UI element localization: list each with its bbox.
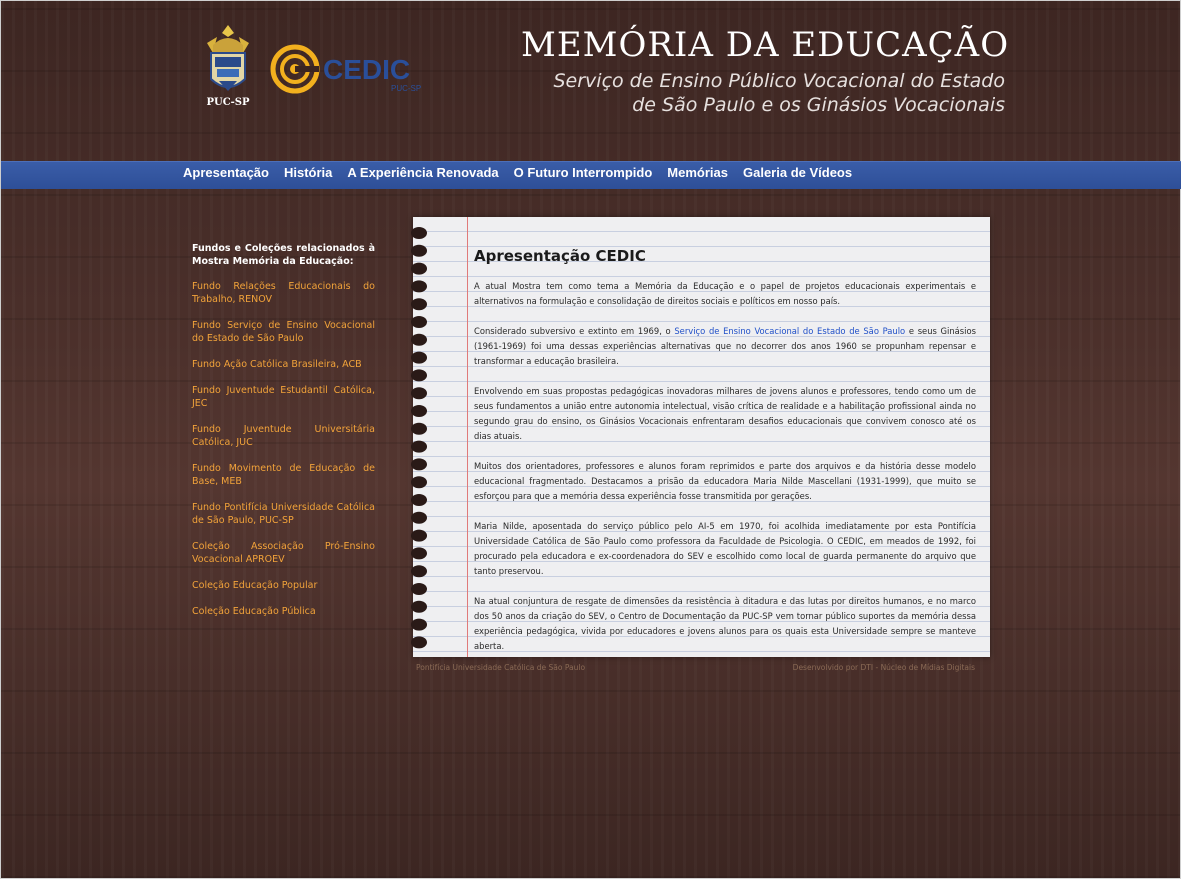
paragraph-1: A atual Mostra tem como tema a Memória da Educação e o papel de projetos educacionais experimentais e alternativos na formulação e consolidação de direitos sociais e políticos em nosso país. bbox=[474, 281, 976, 306]
sidebar-link-renov[interactable]: Fundo Relações Educacionais do Trabalho, RENOV bbox=[192, 281, 375, 305]
cedic-logo-text: CEDIC bbox=[323, 54, 411, 85]
nav-galeria-videos[interactable]: Galeria de Vídeos bbox=[743, 165, 853, 180]
binding-hole bbox=[411, 476, 427, 488]
paragraph-3: Envolvendo em suas propostas pedagógicas inovadoras milhares de jovens alunos e professores, tendo como um de seus fundamentos a união entre autonomia intelectual, visão crítica de realidade e a habilitação profissional ainda no segundo grau do ensino, os Ginásios Vocacionais enfrentaram desafios educacionais que convivem conosco até os dias atuais. bbox=[474, 386, 976, 441]
spiral-holes-decoration bbox=[409, 223, 429, 653]
paragraph-2-start: Considerado subversivo e extinto em 1969, o bbox=[474, 326, 675, 336]
binding-hole bbox=[411, 601, 427, 613]
binding-hole bbox=[411, 636, 427, 648]
binding-hole bbox=[411, 530, 427, 542]
binding-hole bbox=[411, 494, 427, 506]
site-subtitle-line1: Serviço de Ensino Público Vocacional do Estado bbox=[553, 70, 1005, 92]
sidebar-link-aproev[interactable]: Coleção Associação Pró-Ensino Vocacional APROEV bbox=[192, 541, 375, 565]
sev-link[interactable]: Serviço de Ensino Vocacional do Estado de São Paulo bbox=[674, 326, 906, 336]
binding-hole bbox=[411, 423, 427, 435]
sidebar-link-acb[interactable]: Fundo Ação Católica Brasileira, ACB bbox=[192, 359, 362, 370]
sidebar-title: Fundos e Coleções relacionados à Mostra Memória da Educação: bbox=[192, 243, 375, 267]
site-title: MEMÓRIA DA EDUCAÇÃO bbox=[521, 25, 1010, 65]
nav-apresentacao[interactable]: Apresentação bbox=[183, 165, 269, 180]
binding-hole bbox=[411, 298, 427, 310]
binding-hole bbox=[411, 227, 427, 239]
sidebar-link-educacao-publica[interactable]: Coleção Educação Pública bbox=[192, 606, 316, 617]
notebook-paper-content bbox=[413, 217, 990, 657]
paragraph-4: Muitos dos orientadores, professores e alunos foram reprimidos e parte dos arquivos e da história desse modelo educacional fragmentado. Destacamos a prisão da educadora Maria Nilde Mascellani (1931-1999), que muito se esforçou para que a memória dessa experiência fosse transmitida por gerações. bbox=[474, 461, 976, 501]
binding-hole bbox=[411, 405, 427, 417]
binding-hole bbox=[411, 387, 427, 399]
nav-memorias[interactable]: Memórias bbox=[667, 165, 728, 180]
binding-hole bbox=[411, 334, 427, 346]
footer-university: Pontifícia Universidade Católica de São Paulo bbox=[416, 663, 586, 672]
sidebar-link-puc-sp[interactable]: Fundo Pontifícia Universidade Católica de São Paulo, PUC-SP bbox=[192, 502, 375, 526]
puc-sp-label: PUC-SP bbox=[206, 97, 250, 108]
binding-hole bbox=[411, 547, 427, 559]
binding-hole bbox=[411, 441, 427, 453]
sidebar-link-educacao-popular[interactable]: Coleção Educação Popular bbox=[192, 580, 318, 591]
binding-hole bbox=[411, 512, 427, 524]
sidebar-link-jec[interactable]: Fundo Juventude Estudantil Católica, JEC bbox=[192, 385, 375, 409]
binding-hole bbox=[411, 245, 427, 257]
nav-experiencia-renovada[interactable]: A Experiência Renovada bbox=[347, 165, 499, 180]
binding-hole bbox=[411, 369, 427, 381]
sidebar-link-juc[interactable]: Fundo Juventude Universitária Católica, JUC bbox=[192, 424, 375, 448]
footer-developer: Desenvolvido por DTI - Núcleo de Mídias Digitais bbox=[792, 663, 975, 672]
nav-historia[interactable]: História bbox=[283, 165, 333, 180]
binding-hole bbox=[411, 316, 427, 328]
main-navigation bbox=[1, 161, 1181, 189]
cedic-logo[interactable] bbox=[269, 41, 429, 97]
sidebar-link-sev[interactable]: Fundo Serviço de Ensino Vocacional do Estado de São Paulo bbox=[192, 320, 375, 344]
paragraph-5: Maria Nilde, aposentada do serviço público pelo AI-5 em 1970, foi acolhida imediatamente por esta Pontifícia Universidade Católica de São Paulo como professora da Faculdade de Psicologia. O CEDIC, em meados de 1992, foi procurado pela educadora e ex-coordenadora do SEV e escolhido como local de guarda permanente do arquivo que tanto preservou. bbox=[474, 521, 976, 576]
nav-futuro-interrompido[interactable]: O Futuro Interrompido bbox=[513, 165, 653, 180]
binding-hole bbox=[411, 280, 427, 292]
paragraph-2-end: e seus Ginásios (1961-1969) foi uma dessas experiências alternativas que no decorrer dos anos 1960 se propunham repensar e transformar a educação brasileira. bbox=[474, 326, 976, 366]
sidebar-link-meb[interactable]: Fundo Movimento de Educação de Base, MEB bbox=[192, 463, 375, 487]
binding-hole bbox=[411, 565, 427, 577]
site-subtitle bbox=[521, 69, 1005, 117]
sidebar bbox=[192, 242, 375, 631]
binding-hole bbox=[411, 352, 427, 364]
binding-hole bbox=[411, 619, 427, 631]
site-header bbox=[1, 1, 1181, 161]
binding-hole bbox=[411, 263, 427, 275]
main-content bbox=[474, 247, 976, 669]
cedic-logo-sub: PUC-SP bbox=[391, 84, 422, 93]
paragraph-6: Na atual conjuntura de resgate de dimensões da resistência à ditadura e das lutas por direitos humanos, e no marco dos 50 anos da criação do SEV, o Centro de Documentação da PUC-SP vem tornar público suportes da memória dessa experiência pedagógica, vivida por educadores e jovens alunos para os quais esta Universidade sempre se manteve aberta. bbox=[474, 596, 976, 651]
binding-hole bbox=[411, 458, 427, 470]
paragraph-2 bbox=[474, 324, 976, 369]
binding-hole bbox=[411, 583, 427, 595]
page-title: Apresentação CEDIC bbox=[474, 247, 646, 265]
site-subtitle-line2: de São Paulo e os Ginásios Vocacionais bbox=[632, 94, 1005, 116]
nav-items bbox=[183, 162, 852, 189]
